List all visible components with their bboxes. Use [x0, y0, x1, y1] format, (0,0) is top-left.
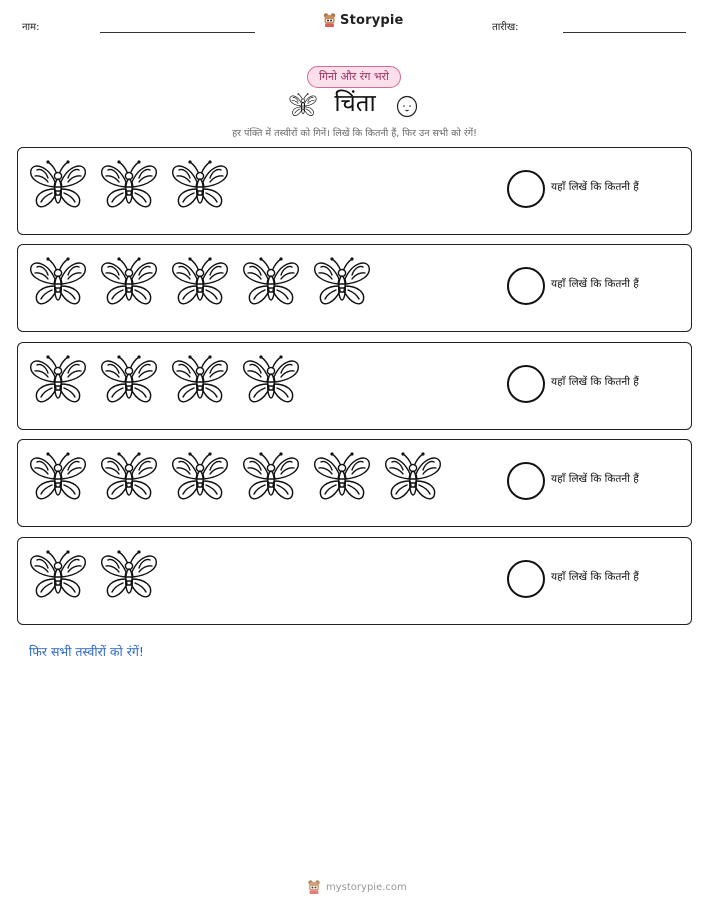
butterfly-icon: [28, 548, 88, 606]
count-row-1: [17, 147, 692, 235]
picture-group: [28, 158, 230, 216]
storypie-bear-logo-icon: [307, 879, 321, 895]
picture-group: [28, 255, 372, 313]
answer-circle[interactable]: [507, 267, 545, 305]
count-row-4: [17, 439, 692, 527]
storypie-bear-logo-icon: [323, 12, 336, 28]
butterfly-icon: [170, 450, 230, 508]
coloring-instruction: फिर सभी तस्वीरों को रंगें!: [29, 644, 144, 659]
answer-label: यहाँ लिखें कि कितनी हैं: [551, 278, 639, 290]
butterfly-icon: [288, 92, 318, 120]
count-row-2: [17, 244, 692, 332]
name-label: नाम:: [22, 22, 40, 33]
name-line[interactable]: [100, 32, 255, 33]
picture-group: [28, 548, 159, 606]
answer-circle[interactable]: [507, 365, 545, 403]
butterfly-icon: [170, 158, 230, 216]
answer-circle[interactable]: [507, 560, 545, 598]
answer-label: यहाँ लिखें कि कितनी हैं: [551, 181, 639, 193]
answer-circle[interactable]: [507, 170, 545, 208]
picture-group: [28, 353, 301, 411]
site-footer: [307, 879, 407, 895]
butterfly-icon: [241, 353, 301, 411]
butterfly-icon: [241, 255, 301, 313]
butterfly-icon: [241, 450, 301, 508]
face-icon: [396, 94, 418, 118]
brand-name: Storypie: [340, 12, 404, 28]
count-row-5: [17, 537, 692, 625]
count-row-3: [17, 342, 692, 430]
butterfly-icon: [383, 450, 443, 508]
answer-label: यहाँ लिखें कि कितनी हैं: [551, 571, 639, 583]
butterfly-icon: [170, 353, 230, 411]
butterfly-icon: [28, 158, 88, 216]
butterfly-icon: [28, 255, 88, 313]
answer-label: यहाँ लिखें कि कितनी हैं: [551, 376, 639, 388]
butterfly-icon: [312, 255, 372, 313]
butterfly-icon: [28, 450, 88, 508]
instructions: हर पंक्ति में तस्वीरों को गिनें। लिखें कि कितनी हैं, फिर उन सभी को रंगें!: [232, 128, 477, 139]
answer-label: यहाँ लिखें कि कितनी हैं: [551, 473, 639, 485]
butterfly-icon: [99, 548, 159, 606]
picture-group: [28, 450, 443, 508]
brand: [323, 12, 404, 28]
butterfly-icon: [99, 450, 159, 508]
butterfly-icon: [312, 450, 372, 508]
butterfly-icon: [170, 255, 230, 313]
butterfly-icon: [99, 353, 159, 411]
date-line[interactable]: [563, 32, 686, 33]
date-label: तारीख:: [492, 22, 519, 33]
butterfly-icon: [99, 158, 159, 216]
answer-circle[interactable]: [507, 462, 545, 500]
butterfly-icon: [99, 255, 159, 313]
activity-tag: गिनो और रंग भरो: [307, 66, 401, 88]
site-url[interactable]: mystorypie.com: [326, 881, 407, 893]
butterfly-icon: [28, 353, 88, 411]
page-title: चिंता: [334, 89, 376, 117]
